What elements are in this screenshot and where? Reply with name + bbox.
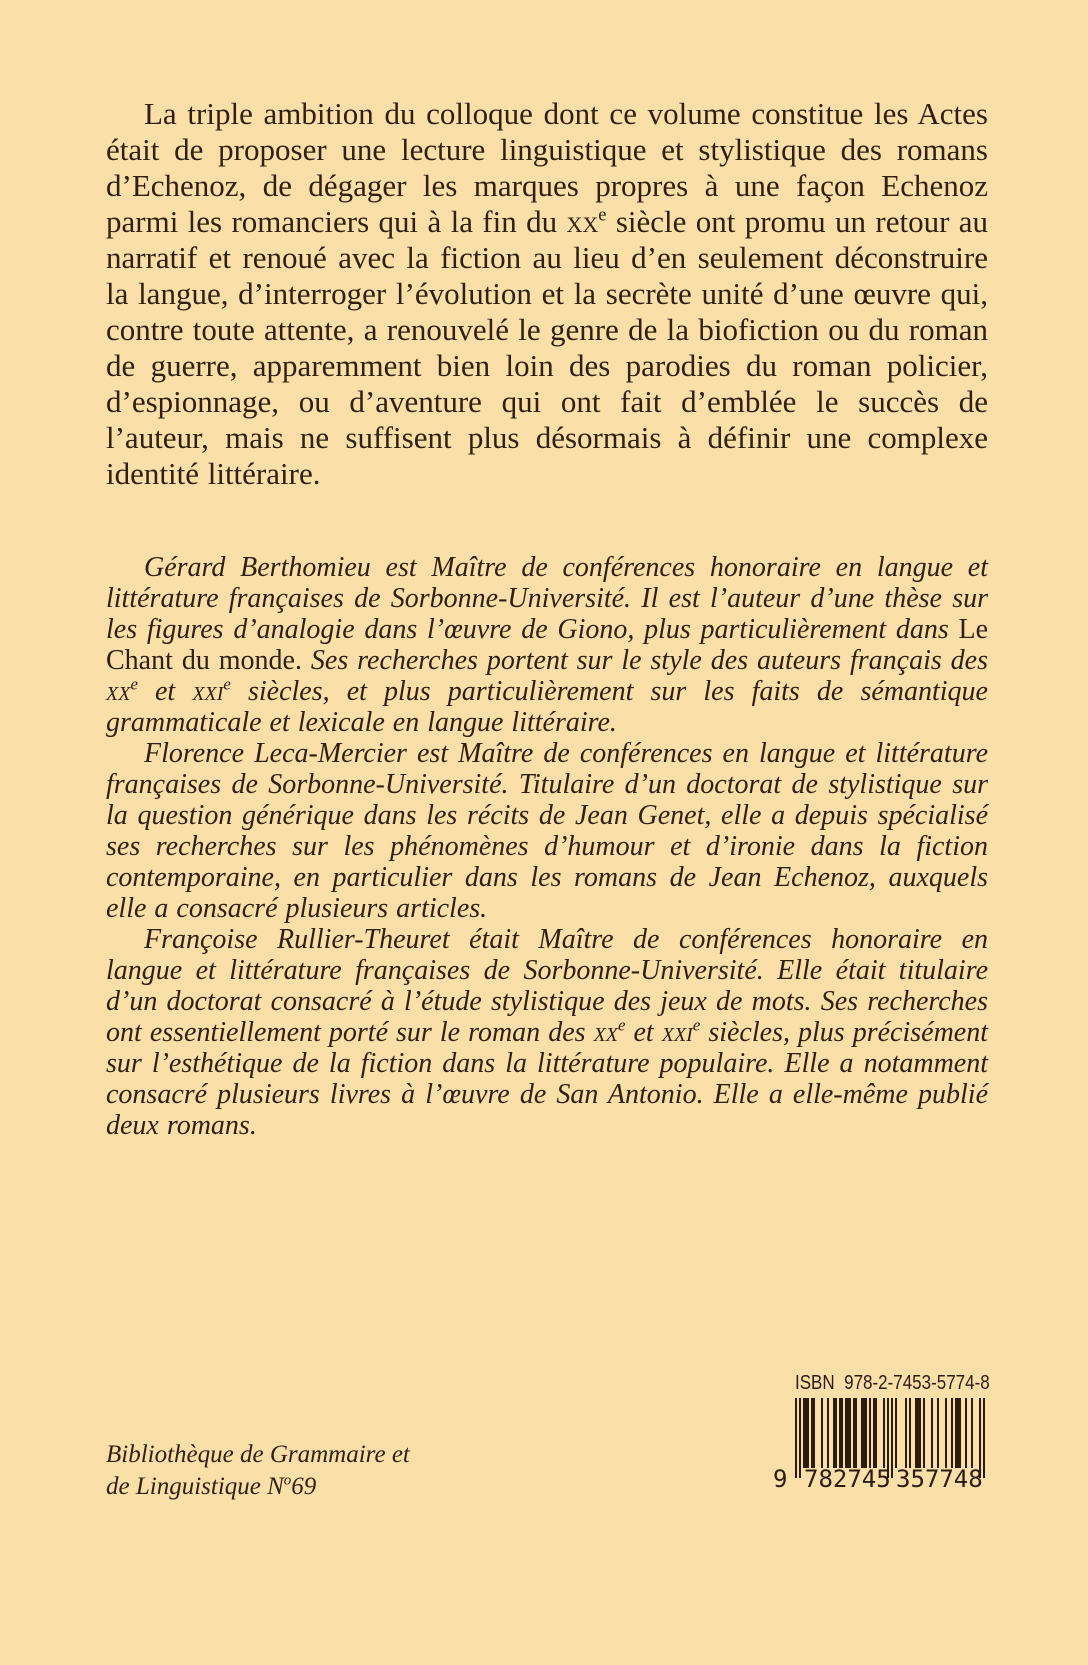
collection-imprint — [106, 1439, 410, 1503]
isbn-number: ISBN 978-2-7453-5774-8 — [795, 1372, 990, 1394]
collection-line-2: de Linguistique $N^o69$ — [106, 1472, 317, 1500]
ean-digit-group-2: 357748 — [896, 1465, 983, 1493]
ean-first-digit: 9 — [773, 1465, 788, 1493]
isbn-block — [773, 1372, 991, 1493]
bio-gerard-berthomieu: Gérard Berthomieu est Maître de conférences honoraire en langue et littérature françaises de Sorbonne-Université. Il est l’auteur d’une thèse sur les figures d’analogie dans l’œuvre de Giono, plus particulièrement dans Le Chant du monde. Ses recherches portent sur le style des auteurs français des $xx^e$ et xxi$^e$ siècles, et plus particulièrement sur les faits de sémantique grammaticale et lexicale en langue littéraire. — [106, 552, 988, 738]
author-bios — [106, 552, 988, 1141]
collection-line-1: Bibliothèque de Grammaire et — [106, 1441, 410, 1468]
bio-francoise-rullier-theuret: Françoise Rullier-Theuret était Maître de conférences honoraire en langue et littérature françaises de Sorbonne-Université. Elle était titulaire d’un doctorat consacré à l’étude stylistique des jeux de mots. Ses recherches ont essentiellement porté sur le roman des $xx^e$ et xxi$^e$ siècles, plus précisément sur l’esthétique de la fiction dans la littérature populaire. Elle a notamment consacré plusieurs livres à l’œuvre de San Antonio. Elle a elle-même publié deux romans. — [106, 924, 988, 1141]
ean-digits — [773, 1465, 985, 1493]
blurb-paragraph: La triple ambition du colloque dont ce volume constitue les Actes était de proposer une lecture linguistique et stylistique des romans d’Echenoz, de dégager les marques propres à une façon Echenoz parmi les romanciers qui à la fin du $xx^e$ siècle ont promu un retour au narratif et renoué avec la fiction au lieu d’en seulement déconstruire la langue, d’interroger l’évolution et la secrète unité d’une œuvre qui, contre toute attente, a renouvelé le genre de la biofiction ou du roman de guerre, apparemment bien loin des parodies du roman policier, d’espionnage, ou d’aventure qui ont fait d’emblée le succès de l’auteur, mais ne suffisent plus désormais à définir une complexe identité littéraire. — [106, 96, 988, 491]
bio-florence-leca-mercier: Florence Leca-Mercier est Maître de conférences en langue et littérature françaises de Sorbonne-Université. Titulaire d’un doctorat de stylistique sur la question générique dans les récits de Jean Genet, elle a depuis spécialisé ses recherches sur les phénomènes d’humour et d’ironie dans la fiction contemporaine, en particulier dans les romans de Jean Echenoz, auxquels elle a consacré plusieurs articles. — [106, 738, 988, 924]
ean-digit-group-1: 782745 — [804, 1465, 891, 1493]
